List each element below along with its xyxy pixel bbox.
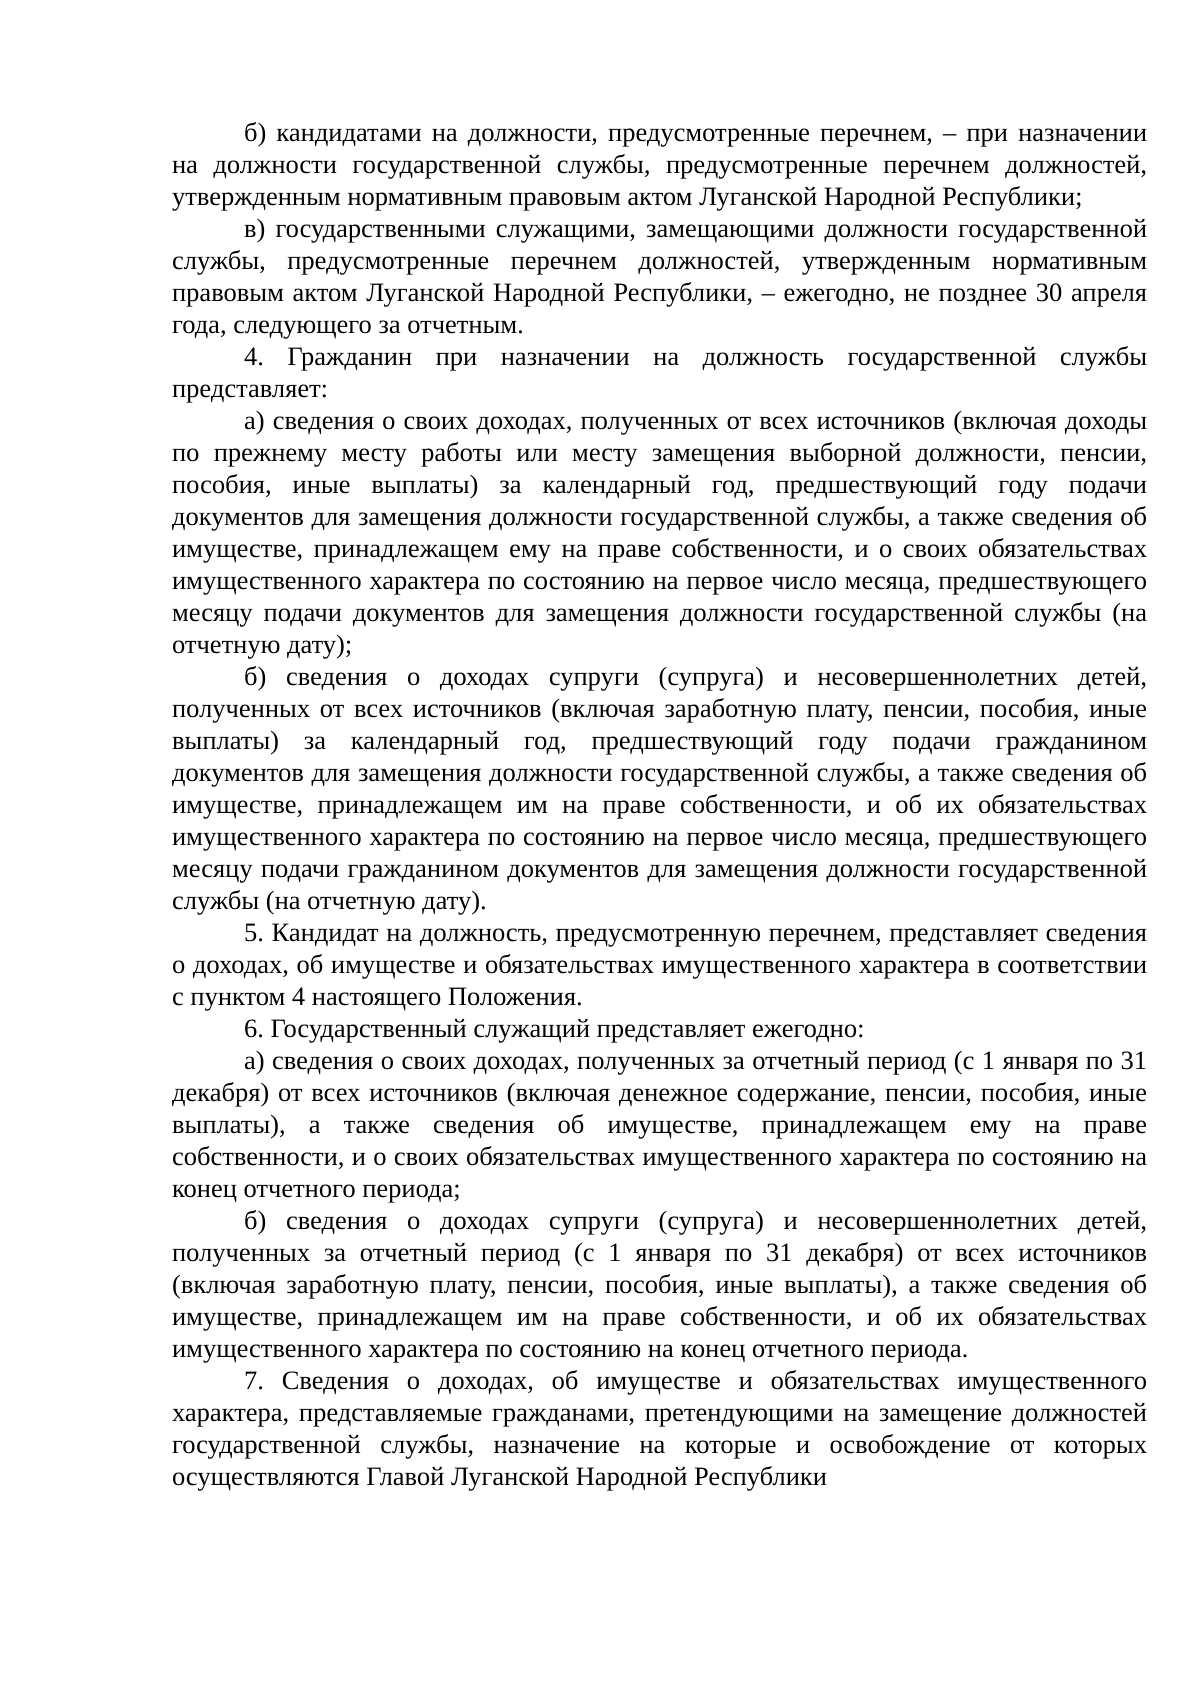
paragraph-4-citizen-submits: 4. Гражданин при назначении на должность государственной службы представляет:: [172, 341, 1147, 403]
paragraph-1c-civil-servants: в) государственными служащими, замещающими должности государственной службы, предусмотренные перечнем должностей, утвержденным нормативным правовым актом Луганской Народной Республики, – ежегодно, не позднее 30 апреля года, следующего за отчетным.: [172, 213, 1147, 339]
paragraph-6-civil-servant-annually: 6. Государственный служащий представляет ежегодно:: [244, 1013, 865, 1043]
paragraph-4b-spouse-income: б) сведения о доходах супруги (супруга) и несовершеннолетних детей, полученных от всех источников (включая заработную плату, пенсии, пособия, иные выплаты) за календарный год, предшествующий году подачи гражданином документов для замещения должности государственной службы, а также сведения об имуществе, принадлежащем им на праве собственности, и об их обязательствах имущественного характера по состоянию на первое число месяца, предшествующего месяцу подачи гражданином документов для замещения должности государственной службы (на отчетную дату).: [172, 661, 1147, 915]
paragraph-4a-own-income: а) сведения о своих доходах, полученных от всех источников (включая доходы по прежнему месту работы или месту замещения выборной должности, пенсии, пособия, иные выплаты) за календарный год, предшествующий году подачи документов для замещения должности государственной службы, а также сведения об имуществе, принадлежащем ему на праве собственности, и о своих обязательствах имущественного характера по состоянию на первое число месяца, предшествующего месяцу подачи документов для замещения должности государственной службы (на отчетную дату);: [172, 405, 1147, 659]
document-page: [172, 116, 1147, 1492]
paragraph-5-candidate: 5. Кандидат на должность, предусмотренную перечнем, представляет сведения о доходах, об имуществе и обязательствах имущественного характера в соответствии с пунктом 4 настоящего Положения.: [172, 917, 1147, 1011]
paragraph-1b-candidates: б) кандидатами на должности, предусмотренные перечнем, – при назначении на должности государственной службы, предусмотренные перечнем должностей, утвержденным нормативным правовым актом Луганской Народной Республики;: [172, 117, 1147, 211]
paragraph-6b-spouse-income: б) сведения о доходах супруги (супруга) и несовершеннолетних детей, полученных за отчетный период (с 1 января по 31 декабря) от всех источников (включая заработную плату, пенсии, пособия, иные выплаты), а также сведения об имуществе, принадлежащем им на праве собственности, и об их обязательствах имущественного характера по состоянию на конец отчетного периода.: [172, 1205, 1147, 1363]
paragraph-6a-own-income: а) сведения о своих доходах, полученных за отчетный период (с 1 января по 31 декабря) от всех источников (включая денежное содержание, пенсии, пособия, иные выплаты), а также сведения об имуществе, принадлежащем ему на праве собственности, и о своих обязательствах имущественного характера по состоянию на конец отчетного периода;: [172, 1045, 1147, 1203]
paragraph-7-information: 7. Сведения о доходах, об имуществе и обязательствах имущественного характера, представляемые гражданами, претендующими на замещение должностей государственной службы, назначение на которые и освобождение от которых осуществляются Главой Луганской Народной Республики: [172, 1365, 1147, 1491]
